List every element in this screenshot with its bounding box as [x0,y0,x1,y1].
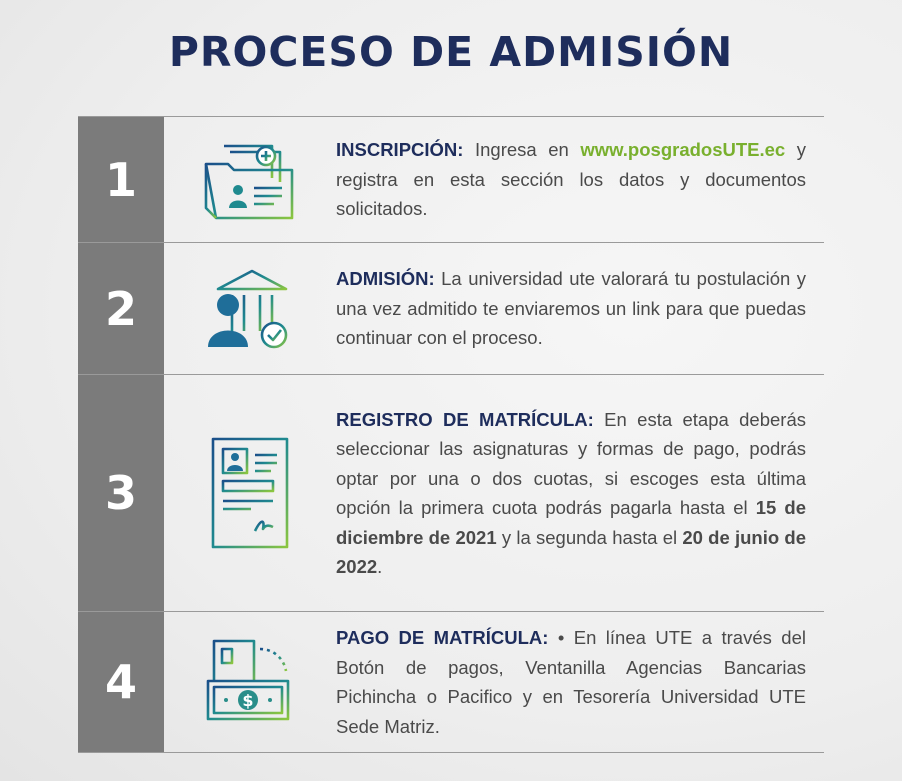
step-label: REGISTRO DE MATRÍCULA: [336,408,594,430]
steps-table [78,116,824,753]
step-label: PAGO DE MATRÍCULA: [336,627,549,648]
page-title: PROCESO DE ADMISIÓN [168,28,734,76]
second-due-date: 20 de junio de 2022 [336,526,806,577]
step-label: ADMISIÓN: [336,268,435,290]
step-label: INSCRIPCIÓN: [336,139,464,161]
step-row-1: 1 INSCRIPCIÓN: Ingresa en www.posgradosUTE.ec y registra en esta sección los datos y documentos solicitados. [78,117,824,243]
step-row-4: 4 $ PAGO DE MATRÍCULA: • En línea UTE a través del Botón de pagos, Ventanilla Agencias Bancarias Pichincha o Pacifico y en Tesorería Universidad UTE Sede Matriz. [78,612,824,753]
step-number: 4 [78,612,164,752]
website-link[interactable]: www.posgradosUTE.ec [580,139,786,161]
folder-id-icon [202,138,298,222]
step-row-3: 3 REGISTRO DE MATRÍCULA: En esta etapa deberás seleccionar las asignaturas y formas de pago, podrás optar por una o dos cuotas, si escoges esta última opción la primera cuota podrás pagarla hasta el 15 de diciembre de 2021 y la segunda hasta el 20 de junio de 2022. [78,375,824,612]
step-row-2: 2 ADMISIÓN: La universidad ute valorará tu postulación y una vez admitido te enviaremos un link para que puedas continuar con el proceso. [78,243,824,375]
step-number: 3 [78,375,164,611]
first-due-date: 15 de diciembre de 2021 [336,497,806,548]
university-user-check-icon [202,265,298,353]
card-money-icon [202,637,298,727]
svg-text:$: $ [242,691,254,710]
step-number: 1 [78,117,164,242]
step-number: 2 [78,243,164,374]
form-document-icon [205,435,295,551]
